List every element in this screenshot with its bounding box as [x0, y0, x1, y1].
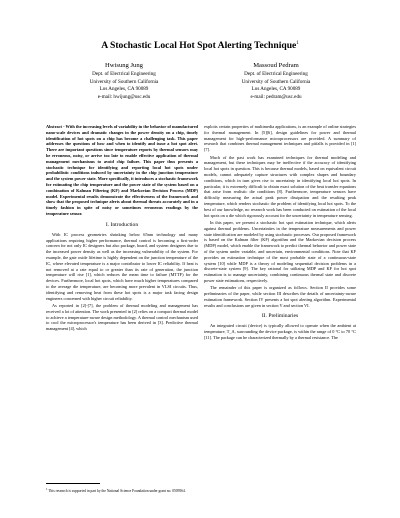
- author-city: Los Angeles, CA 90089: [251, 86, 301, 93]
- body-paragraph: Much of the past work has examined techniques for thermal modeling and management, but these techniques may be ineffective if the accuracy of identifying local hot spots in question. This is because thermal models, based on equivalent circuit models, cannot adequately capture structures with complex shapes and boundary conditions, which in turn gives rise to uncertainty in identifying local hot spots. In particular, it is extremely difficult to obtain exact solution of the heat transfer equations that arise from realistic die conditions [8]. Furthermore, temperature sensors have difficulty measuring the actual peak power dissipation and the resulting peak temperature, which renders stochastic the problem of identifying local hot spots. To the best of our knowledge, no research work has been conducted on estimation of the local hot spots on a die which rigorously account for the uncertainty in temperature sensing.: [204, 154, 356, 218]
- author-block-1: [44, 60, 204, 101]
- author-university: University of Southern California: [89, 78, 159, 85]
- body-paragraph: exploits certain properties of multimedia applications, is an example of online strategies for thermal management. In [5][6], design guidelines for power and thermal management for high-performance microprocessors are provided. A summary of research that combines thermal management techniques and pitfalls is provided in [1][7].: [204, 124, 356, 153]
- right-column: [204, 124, 356, 342]
- footnote-marker: 1: [46, 487, 48, 491]
- author-email: e-mail: pedram@usc.edu: [250, 93, 302, 100]
- left-column: [46, 124, 198, 333]
- footnote-rule: [46, 483, 100, 484]
- author-name: Massoud Pedram: [253, 62, 299, 69]
- author-dept: Dept. of Electrical Engineering: [92, 71, 156, 77]
- author-university: University of Southern California: [241, 78, 311, 85]
- author-city: Los Angeles, CA 90089: [99, 86, 149, 93]
- section-heading-preliminaries: II. Preliminaries: [261, 313, 299, 320]
- body-paragraph: In this paper, we present a stochastic hot spot estimation technique, which alerts against thermal problems. Uncertainties in the temperature measurements and power state identification are modeled by using stochastic processes. Our proposed framework is based on the Kalman filter (KF) algorithm and the Markovian decision process (MDP) model, which enable the framework to predict thermal behavior and power state of the system under variable, and uncertain, environmental conditions. Note that KF provides an estimation technique of the most probable state of a continuous-state system [10] while MDP is a theory of modeling sequential decision problems in a discrete-state system [9]. The key rational for utilizing MDP and KF for hot spot estimation is to manage uncertainty, combining continuous thermal state and discrete power state estimations, respectively.: [204, 219, 356, 283]
- abstract: Abstract - With the increasing levels of variability in the behavior of manufactured nano-scale devices and dramatic changes in the power density on a chip, timely identification of hot spots on a chip has become a challenging task. This paper addresses the questions of how and when to identify and issue a hot spot alert. There are important questions since temperature reports by thermal sensors may be erroneous, noisy, or arrive too late to enable effective application of thermal management mechanisms to avoid chip failure. This paper thus presents a stochastic technique for identifying and reporting local hot spots under probabilistic conditions induced by uncertainty in the chip junction temperature and the system power state. More specifically, it introduces a stochastic framework for estimating the chip temperature and the power state of the system based on a combination of Kalman Filtering (KF) and Markovian Decision Process (MDP) model. Experimental results demonstrate the effectiveness of the framework and show that the proposed technique alerts about thermal threats accurately and in a timely fashion in spite of noisy or sometimes erroneous readings by the temperature sensor.: [46, 124, 198, 216]
- footnote: [46, 483, 198, 494]
- footnote-text: This research is supported in part by the National Science Foundation under grant no. 0509564.: [48, 489, 186, 494]
- paper-title-text: A Stochastic Local Hot Spot Alerting Technique: [101, 40, 297, 51]
- author-email: e-mail: hwijung@usc.edu: [97, 93, 151, 100]
- body-paragraph: As reported in [2]-[7], the problem of thermal modeling and management has received a lot of attention. The work presented in [2] relies on a compact thermal model to achieve a temperature-aware design methodology. A thermal control mechanism used to cool the microprocessor's temperature has been derived in [3]. Predictive thermal management [4], which: [46, 302, 198, 332]
- title-footnote-marker: 1: [296, 40, 299, 46]
- body-paragraph: The remainder of this paper is organized as follows. Section II provides some preliminaries of the paper, while section III describes the details of uncertainty-aware estimation framework. Section IV presents a hot spot alerting algorithm. Experimental results and conclusions are given in section V and section VI.: [204, 285, 356, 308]
- section-heading-introduction: I. Introduction: [105, 221, 139, 228]
- author-dept: Dept. of Electrical Engineering: [244, 71, 308, 77]
- body-paragraph: With IC process geometries shrinking below 65nm technology and many applications requiring higher performance, thermal control is becoming a first-order concern for not only IC designers but also package, board, and system designers due to the increased power density as well as the increasing vulnerability of the system. For example, the gate oxide lifetime is highly dependent on the junction temperature of the IC, where elevated temperature is a major contributor to lower IC reliability. If heat is not removed at a rate equal to or greater than its rate of generation, the junction temperature will rise [1], which reduces the mean time to failure (MTTF) for the devices. Furthermore, local hot spots, which have much higher temperatures compared to the average die temperature, are becoming more prevalent in VLSI circuits. Thus, identifying and removing heat from these hot spots is a major task facing design engineers concerned with higher circuit reliability.: [46, 231, 198, 301]
- author-name: Hwisung Jung: [105, 62, 143, 69]
- paper-title: [0, 40, 400, 51]
- author-block-2: [196, 60, 356, 101]
- body-paragraph: An integrated circuit (device) is typically allowed to operate when the ambient at temperature, T_A, surrounding the device package, is within the range of 0 °C to 70 °C [11]. The package can be characterized thermally by a thermal resistance. The: [204, 323, 356, 341]
